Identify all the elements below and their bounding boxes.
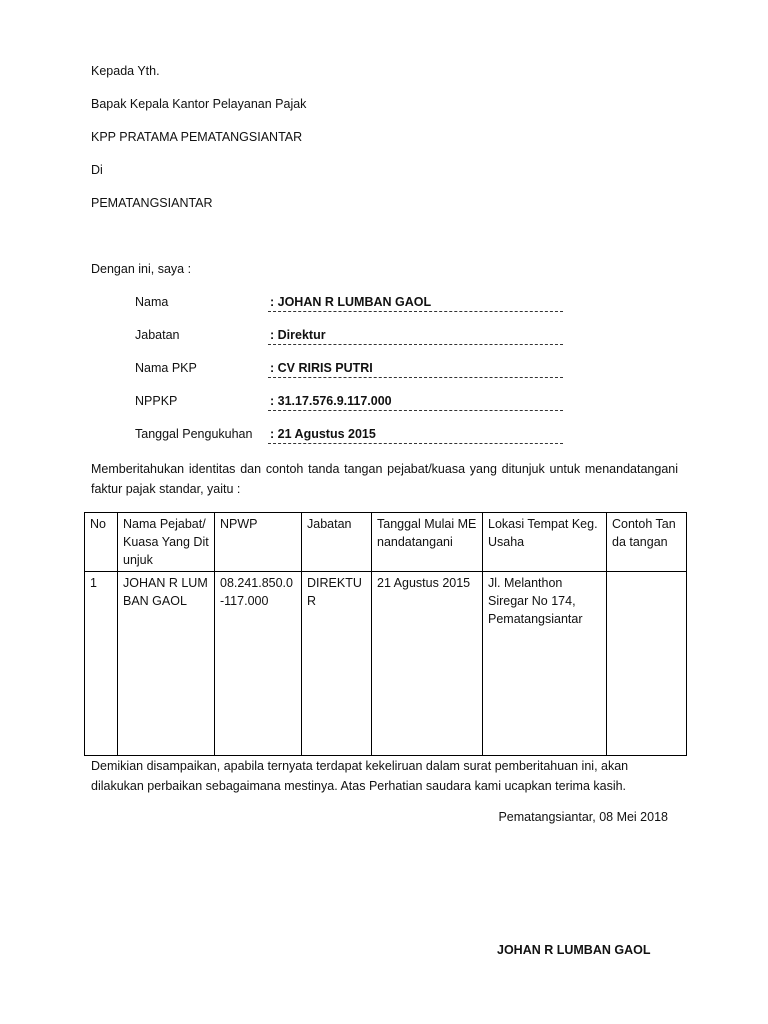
cell-nama: JOHAN R LUMBAN GAOL	[118, 572, 215, 756]
field-line	[268, 410, 563, 411]
salutation: Kepada Yth.	[91, 64, 160, 78]
field-line	[268, 377, 563, 378]
col-header-lokasi: Lokasi Tempat Keg. Usaha	[483, 513, 607, 572]
recipient-office: KPP PRATAMA PEMATANGSIANTAR	[91, 130, 303, 144]
cell-npwp: 08.241.850.0-117.000	[215, 572, 302, 756]
signatory-name: JOHAN R LUMBAN GAOL	[497, 943, 651, 957]
place-date: Pematangsiantar, 08 Mei 2018	[498, 810, 668, 824]
cell-no: 1	[85, 572, 118, 756]
col-header-jabatan: Jabatan	[302, 513, 372, 572]
field-label-nppkp: NPPKP	[135, 394, 178, 408]
field-label-tanggal-pengukuhan: Tanggal Pengukuhan	[135, 427, 253, 441]
field-line	[268, 311, 563, 312]
closing-paragraph: Demikian disampaikan, apabila ternyata terdapat kekeliruan dalam surat pemberitahuan ini, akan dilakukan perbaikan sebagaimana mestinya. Atas Perhatian saudara kami ucapkan terima kasih.	[91, 759, 629, 793]
recipient-at: Di	[91, 163, 103, 177]
table-row	[85, 572, 687, 756]
field-line	[268, 344, 563, 345]
recipient-city: PEMATANGSIANTAR	[91, 196, 213, 210]
field-value-nppkp: : 31.17.576.9.117.000	[270, 394, 392, 408]
field-value-jabatan: : Direktur	[270, 328, 326, 342]
col-header-no: No	[85, 513, 118, 572]
col-header-tanggal-mulai: Tanggal Mulai MEnandatangani	[372, 513, 483, 572]
recipient-title: Bapak Kepala Kantor Pelayanan Pajak	[91, 97, 307, 111]
col-header-nama: Nama Pejabat/Kuasa Yang Ditunjuk	[118, 513, 215, 572]
signatory-table	[84, 512, 687, 756]
cell-jabatan: DIREKTUR	[302, 572, 372, 756]
field-line	[268, 443, 563, 444]
field-label-nama: Nama	[135, 295, 169, 309]
field-label-jabatan: Jabatan	[135, 328, 180, 342]
field-value-tanggal-pengukuhan: : 21 Agustus 2015	[270, 427, 376, 441]
intro-text: Dengan ini, saya :	[91, 262, 192, 276]
notice-paragraph: Memberitahukan identitas dan contoh tanda tangan pejabat/kuasa yang ditunjuk untuk menandatangani faktur pajak standar, yaitu :	[91, 462, 678, 496]
field-value-nama: : JOHAN R LUMBAN GAOL	[270, 295, 432, 309]
table-header-row	[85, 513, 687, 572]
field-label-nama-pkp: Nama PKP	[135, 361, 197, 375]
field-value-nama-pkp: : CV RIRIS PUTRI	[270, 361, 373, 375]
col-header-contoh-tanda-tangan: Contoh Tanda tangan	[607, 513, 687, 572]
cell-lokasi: Jl. Melanthon Siregar No 174, Pematangsiantar	[483, 572, 607, 756]
col-header-npwp: NPWP	[215, 513, 302, 572]
cell-tanggal-mulai: 21 Agustus 2015	[372, 572, 483, 756]
cell-signature	[607, 572, 687, 756]
